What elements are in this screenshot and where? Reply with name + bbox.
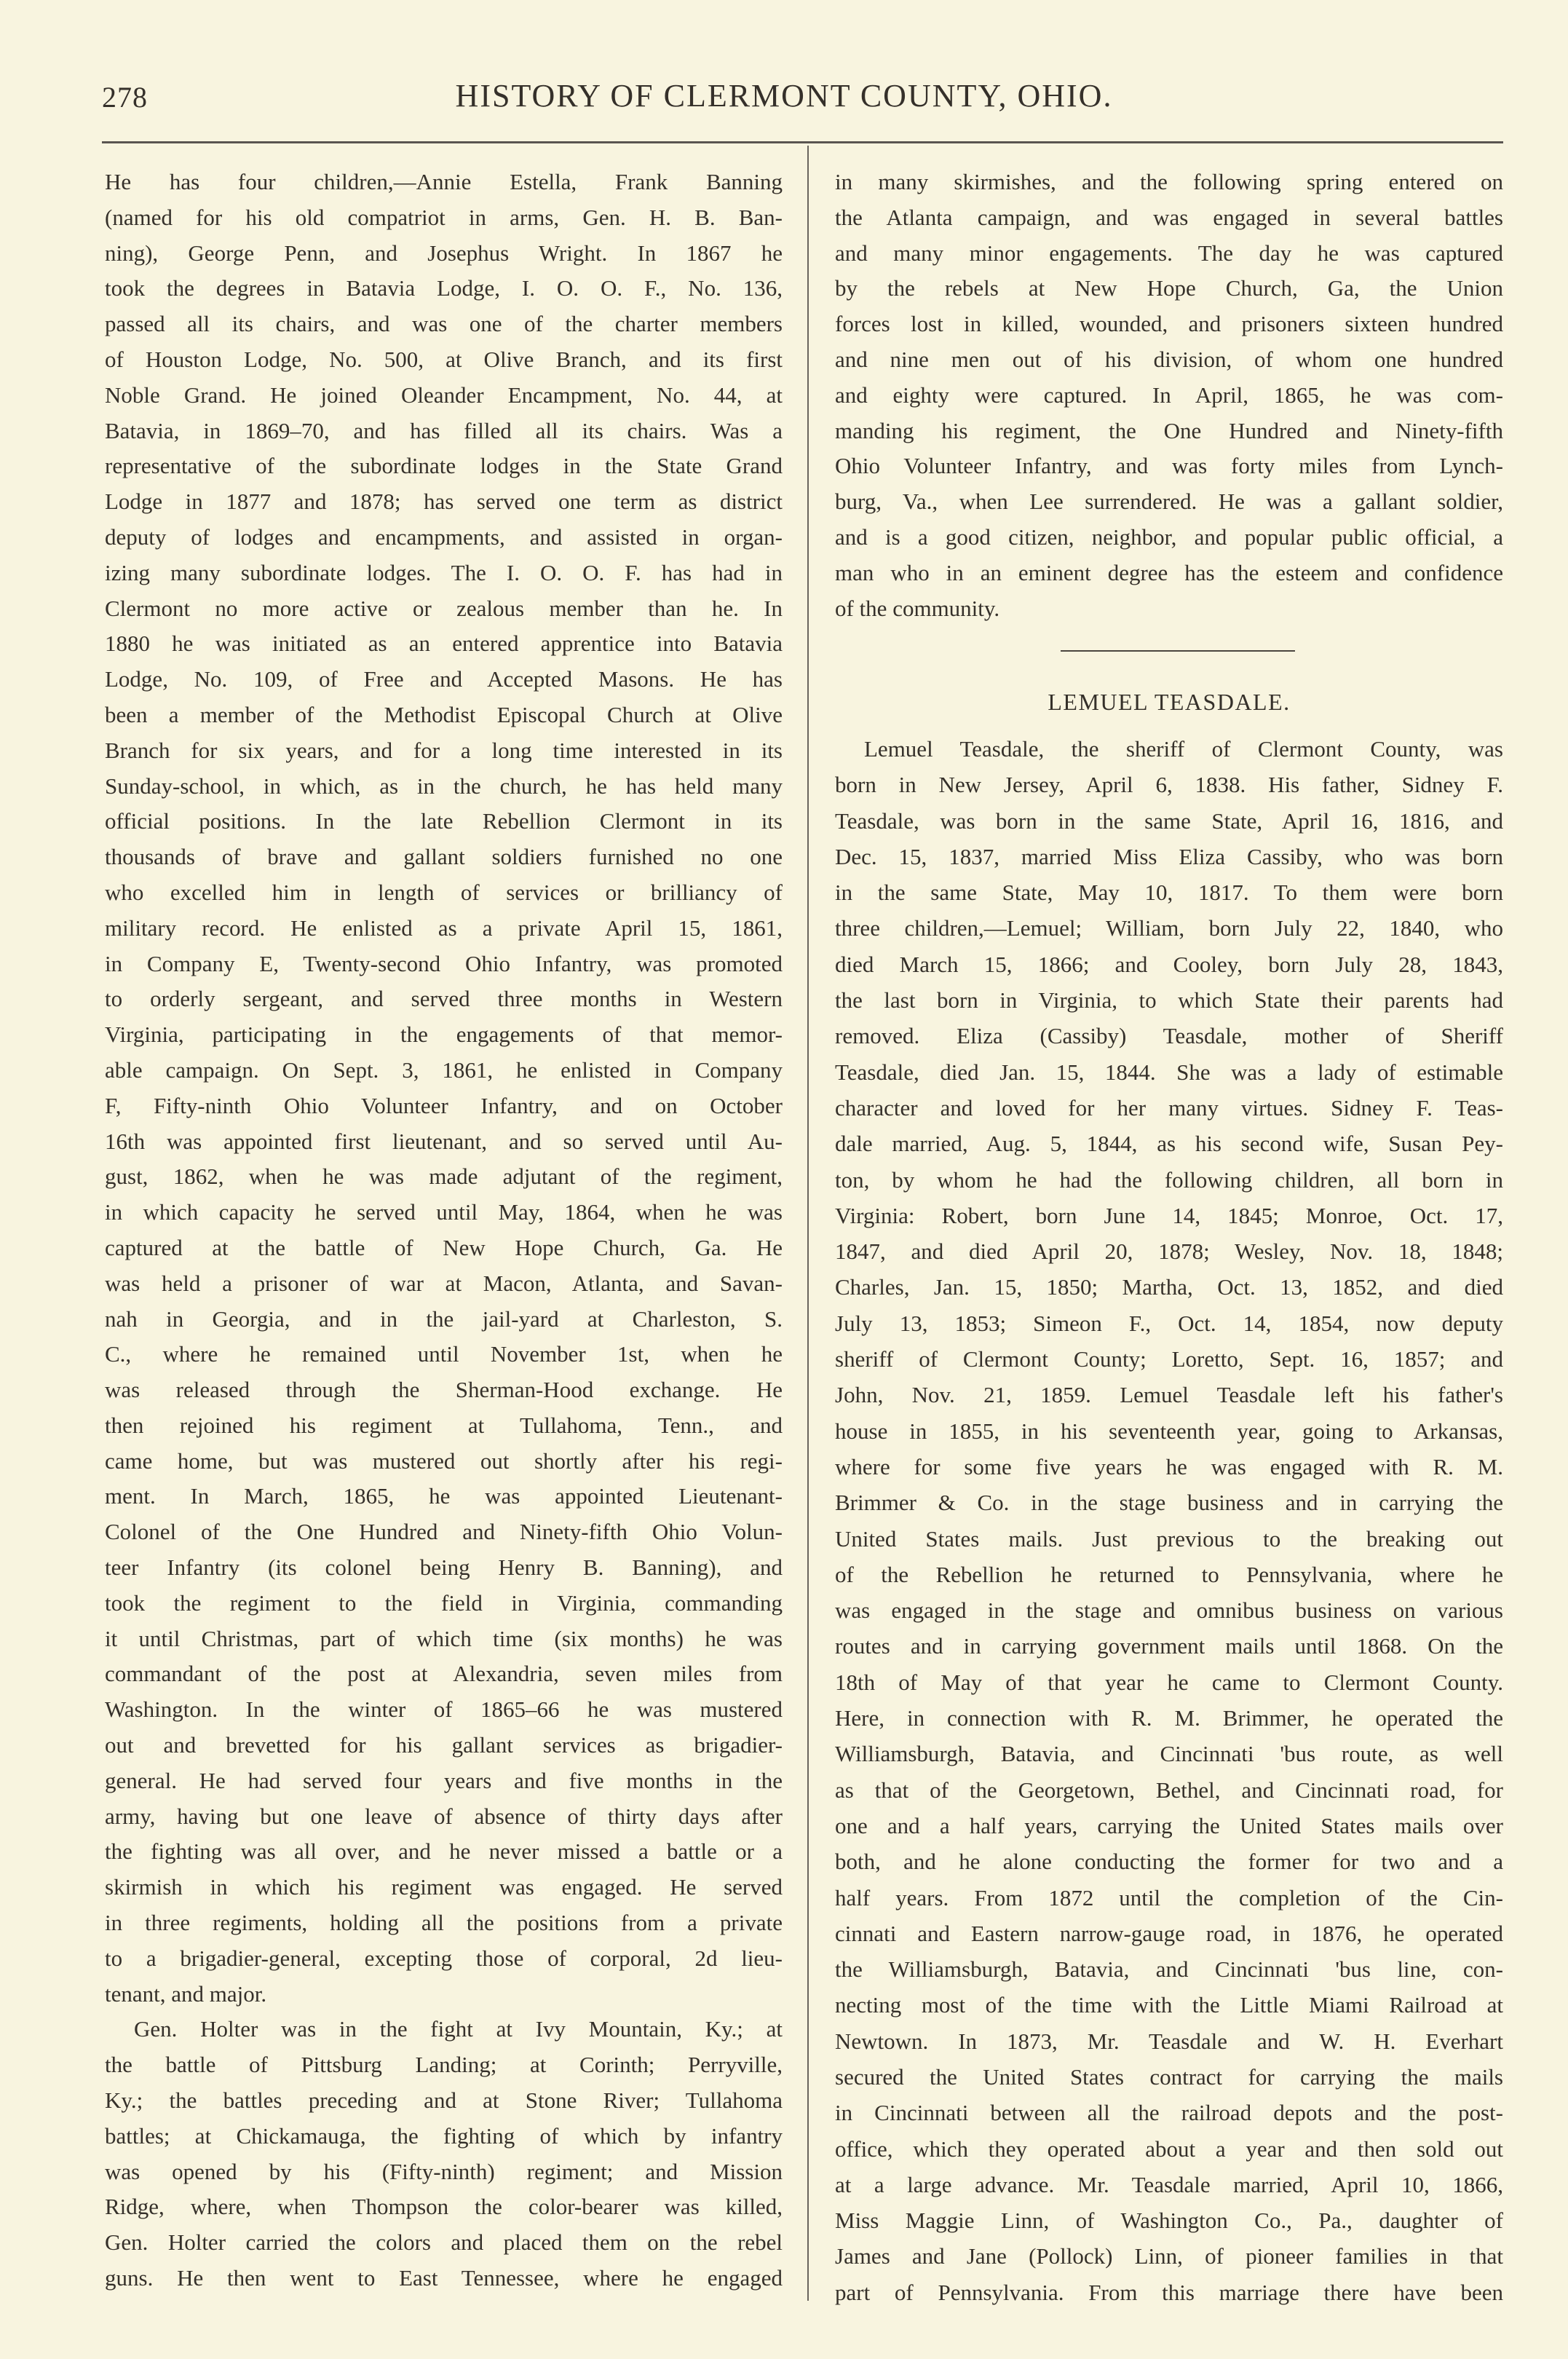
text-line: He has four children,—Annie Estella, Frank Banning [105,169,783,194]
text-line: in which capacity he served until May, 1864, when he was [105,1199,783,1225]
text-line: teer Infantry (its colonel being Henry B. Banning), and [105,1554,783,1581]
text-line: captured at the battle of New Hope Church, Ga. He [105,1234,783,1260]
text-line: military record. He enlisted as a private April 15, 1861, [105,914,783,941]
text-line: and many minor engagements. The day he was captured [835,240,1503,266]
text-line: was engaged in the stage and omnibus business on various [835,1597,1503,1624]
text-line: nah in Georgia, and in the jail-yard at Charleston, S. [105,1305,783,1332]
text-line: gust, 1862, when he was made adjutant of the regiment, [105,1163,783,1190]
text-line: Gen. Holter was in the fight at Ivy Mountain, Ky.; at [134,2016,783,2042]
text-line: at a large advance. Mr. Teasdale married, April 10, 1866, [835,2171,1503,2197]
text-line: by the rebels at New Hope Church, Ga, the Union [835,275,1503,301]
text-line: tenant, and major. [105,1980,267,2007]
text-line: Ridge, where, when Thompson the color-bearer was killed, [105,2194,783,2220]
text-line: Clermont no more active or zealous member than he. In [105,595,783,621]
text-line: 1847, and died April 20, 1878; Wesley, Nov. 18, 1848; [835,1238,1503,1265]
text-line: battles; at Chickamauga, the fighting of which by infantry [105,2122,783,2149]
text-line: character and loved for her many virtues. Sidney F. Teas- [835,1094,1503,1121]
text-line: ning), George Penn, and Josephus Wright. In 1867 he [105,240,783,266]
text-line: July 13, 1853; Simeon F., Oct. 14, 1854, now deputy [835,1310,1503,1336]
page-number: 278 [102,81,148,114]
text-line: been a member of the Methodist Episcopal Church at Olive [105,701,783,727]
text-line: the battle of Pittsburg Landing; at Corinth; Perryville, [105,2052,783,2078]
text-line: who excelled him in length of services or brilliancy of [105,879,783,905]
text-line: passed all its chairs, and was one of the charter members [105,311,783,337]
text-line: general. He had served four years and five months in the [105,1767,783,1793]
text-line: F, Fifty-ninth Ohio Volunteer Infantry, and on October [105,1092,783,1118]
text-line: Newtown. In 1873, Mr. Teasdale and W. H. Everhart [835,2028,1503,2054]
text-line: able campaign. On Sept. 3, 1861, he enlisted in Company [105,1056,783,1083]
text-line: of the community. [835,595,1000,621]
text-line: necting most of the time with the Little Miami Railroad at [835,1992,1503,2018]
text-line: John, Nov. 21, 1859. Lemuel Teasdale left his father's [835,1382,1503,1408]
column-divider [807,146,809,2301]
text-line: and eighty were captured. In April, 1865, he was com- [835,382,1503,408]
text-line: the Atlanta campaign, and was engaged in several battles [835,204,1503,230]
text-line: came home, but was mustered out shortly after his regi- [105,1447,783,1474]
text-line: Lodge in 1877 and 1878; has served one term as district [105,489,783,515]
text-line: of Houston Lodge, No. 500, at Olive Branch, and its first [105,346,783,372]
text-line: Charles, Jan. 15, 1850; Martha, Oct. 13, 1852, and died [835,1274,1503,1300]
text-line: Williamsburgh, Batavia, and Cincinnati 'bus route, as well [835,1741,1503,1767]
text-line: where for some five years he was engaged with R. M. [835,1453,1503,1479]
text-line: Miss Maggie Linn, of Washington Co., Pa., daughter of [835,2208,1503,2234]
text-line: Virginia: Robert, born June 14, 1845; Monroe, Oct. 17, [835,1202,1503,1228]
text-line: of the Rebellion he returned to Pennsylvania, where he [835,1561,1503,1587]
text-line: house in 1855, in his seventeenth year, going to Arkansas, [835,1418,1503,1444]
text-line: Teasdale, died Jan. 15, 1844. She was a lady of estimable [835,1059,1503,1085]
text-line: in Cincinnati between all the railroad depots and the post- [835,2100,1503,2126]
text-line: took the regiment to the field in Virginia, commanding [105,1589,783,1616]
text-line: in Company E, Twenty-second Ohio Infantry, was promoted [105,950,783,976]
text-line: official positions. In the late Rebellion Clermont in its [105,808,783,834]
text-line: the last born in Virginia, to which State their parents had [835,987,1503,1013]
paragraph [835,731,1503,2310]
text-line: 18th of May of that year he came to Clermont County. [835,1669,1503,1695]
text-line: deputy of lodges and encampments, and assisted in organ- [105,523,783,550]
paragraph [105,165,783,2012]
text-line: 1880 he was initiated as an entered apprentice into Batavia [105,631,783,657]
text-line: commandant of the post at Alexandria, seven miles from [105,1661,783,1687]
text-line: was released through the Sherman-Hood exchange. He [105,1377,783,1403]
text-line: Gen. Holter carried the colors and placed them on the rebel [105,2229,783,2256]
text-line: ment. In March, 1865, he was appointed Lieutenant- [105,1483,783,1509]
text-line: in the same State, May 10, 1817. To them were born [835,880,1503,906]
text-line: Lemuel Teasdale, the sheriff of Clermont County, was [864,736,1503,762]
text-line: half years. From 1872 until the completion of the Cin- [835,1884,1503,1910]
text-line: three children,—Lemuel; William, born July 22, 1840, who [835,915,1503,941]
text-line: burg, Va., when Lee surrendered. He was a gallant soldier, [835,489,1503,515]
text-line: part of Pennsylvania. From this marriage there have been [835,2279,1503,2305]
text-line: izing many subordinate lodges. The I. O. O. F. has had in [105,559,783,585]
text-line: out and brevetted for his gallant services as brigadier- [105,1732,783,1758]
text-line: was held a prisoner of war at Macon, Atlanta, and Savan- [105,1270,783,1296]
text-line: Batavia, in 1869–70, and has filled all its chairs. Was a [105,417,783,443]
text-line: Brimmer & Co. in the stage business and in carrying the [835,1490,1503,1516]
text-line: United States mails. Just previous to the breaking out [835,1525,1503,1552]
text-line: Virginia, participating in the engagements of that memor- [105,1022,783,1048]
text-line: took the degrees in Batavia Lodge, I. O. O. F., No. 136, [105,275,783,301]
text-line: and nine men out of his division, of whom one hundred [835,346,1503,372]
text-line: Dec. 15, 1837, married Miss Eliza Cassiby, who was born [835,843,1503,869]
text-line: office, which they operated about a year and then sold out [835,2135,1503,2162]
text-line: Ky.; the battles preceding and at Stone River; Tullahoma [105,2087,783,2114]
running-title: HISTORY OF CLERMONT COUNTY, OHIO. [455,78,1113,114]
left-column [105,165,783,2296]
text-line: the fighting was all over, and he never missed a battle or a [105,1838,783,1865]
text-line: in three regiments, holding all the positions from a private [105,1910,783,1936]
section-heading: LEMUEL TEASDALE. [1048,689,1291,715]
text-line: and is a good citizen, neighbor, and popular public official, a [835,523,1503,550]
text-line: to orderly sergeant, and served three months in Western [105,986,783,1012]
text-line: secured the United States contract for carrying the mails [835,2063,1503,2090]
text-line: (named for his old compatriot in arms, Gen. H. B. Ban- [105,204,783,230]
section-body [835,731,1503,2310]
text-line: the Williamsburgh, Batavia, and Cincinnati 'bus line, con- [835,1956,1503,1983]
text-line: James and Jane (Pollock) Linn, of pioneer families in that [835,2243,1503,2269]
text-line: Here, in connection with R. M. Brimmer, he operated the [835,1705,1503,1731]
text-line: Lodge, No. 109, of Free and Accepted Masons. He has [105,666,783,692]
text-line: Teasdale, was born in the same State, April 16, 1816, and [835,807,1503,834]
text-line: both, and he alone conducting the former for two and a [835,1849,1503,1875]
paragraph [105,2012,783,2296]
text-line: cinnati and Eastern narrow-gauge road, in 1876, he operated [835,1920,1503,1946]
text-line: man who in an eminent degree has the esteem and confidence [835,559,1503,585]
header-rule [102,141,1503,143]
text-line: forces lost in killed, wounded, and prisoners sixteen hundred [835,311,1503,337]
text-line: Washington. In the winter of 1865–66 he was mustered [105,1696,783,1723]
section-rule [1061,650,1295,652]
text-line: dale married, Aug. 5, 1844, as his second wife, Susan Pey- [835,1131,1503,1157]
text-line: Noble Grand. He joined Oleander Encampment, No. 44, at [105,382,783,408]
text-line: Ohio Volunteer Infantry, and was forty miles from Lynch- [835,453,1503,479]
right-column [835,165,1503,626]
text-line: C., where he remained until November 1st, when he [105,1341,783,1367]
text-line: then rejoined his regiment at Tullahoma, Tenn., and [105,1412,783,1438]
paragraph [835,165,1503,626]
text-line: was opened by his (Fifty-ninth) regiment; and Mission [105,2158,783,2184]
text-line: it until Christmas, part of which time (six months) he was [105,1625,783,1651]
text-line: one and a half years, carrying the United States mails over [835,1812,1503,1838]
text-line: died March 15, 1866; and Cooley, born July 28, 1843, [835,951,1503,977]
text-line: removed. Eliza (Cassiby) Teasdale, mother of Sheriff [835,1023,1503,1049]
text-line: Colonel of the One Hundred and Ninety-fifth Ohio Volun- [105,1519,783,1545]
text-line: guns. He then went to East Tennessee, where he engaged [105,2265,783,2291]
text-line: 16th was appointed first lieutenant, and so served until Au- [105,1128,783,1154]
text-line: representative of the subordinate lodges in the State Grand [105,453,783,479]
text-line: skirmish in which his regiment was engaged. He served [105,1874,783,1900]
text-line: in many skirmishes, and the following spring entered on [835,169,1503,194]
text-line: thousands of brave and gallant soldiers furnished no one [105,844,783,870]
text-line: to a brigadier-general, excepting those of corporal, 2d lieu- [105,1945,783,1971]
text-line: ton, by whom he had the following children, all born in [835,1166,1503,1193]
text-line: routes and in carrying government mails until 1868. On the [835,1633,1503,1659]
text-line: Sunday-school, in which, as in the church, he has held many [105,772,783,799]
text-line: as that of the Georgetown, Bethel, and Cincinnati road, for [835,1777,1503,1803]
text-line: born in New Jersey, April 6, 1838. His father, Sidney F. [835,772,1503,798]
text-line: manding his regiment, the One Hundred and Ninety-fifth [835,417,1503,443]
text-line: sheriff of Clermont County; Loretto, Sept. 16, 1857; and [835,1346,1503,1372]
text-line: army, having but one leave of absence of thirty days after [105,1803,783,1829]
text-line: Branch for six years, and for a long time interested in its [105,737,783,763]
